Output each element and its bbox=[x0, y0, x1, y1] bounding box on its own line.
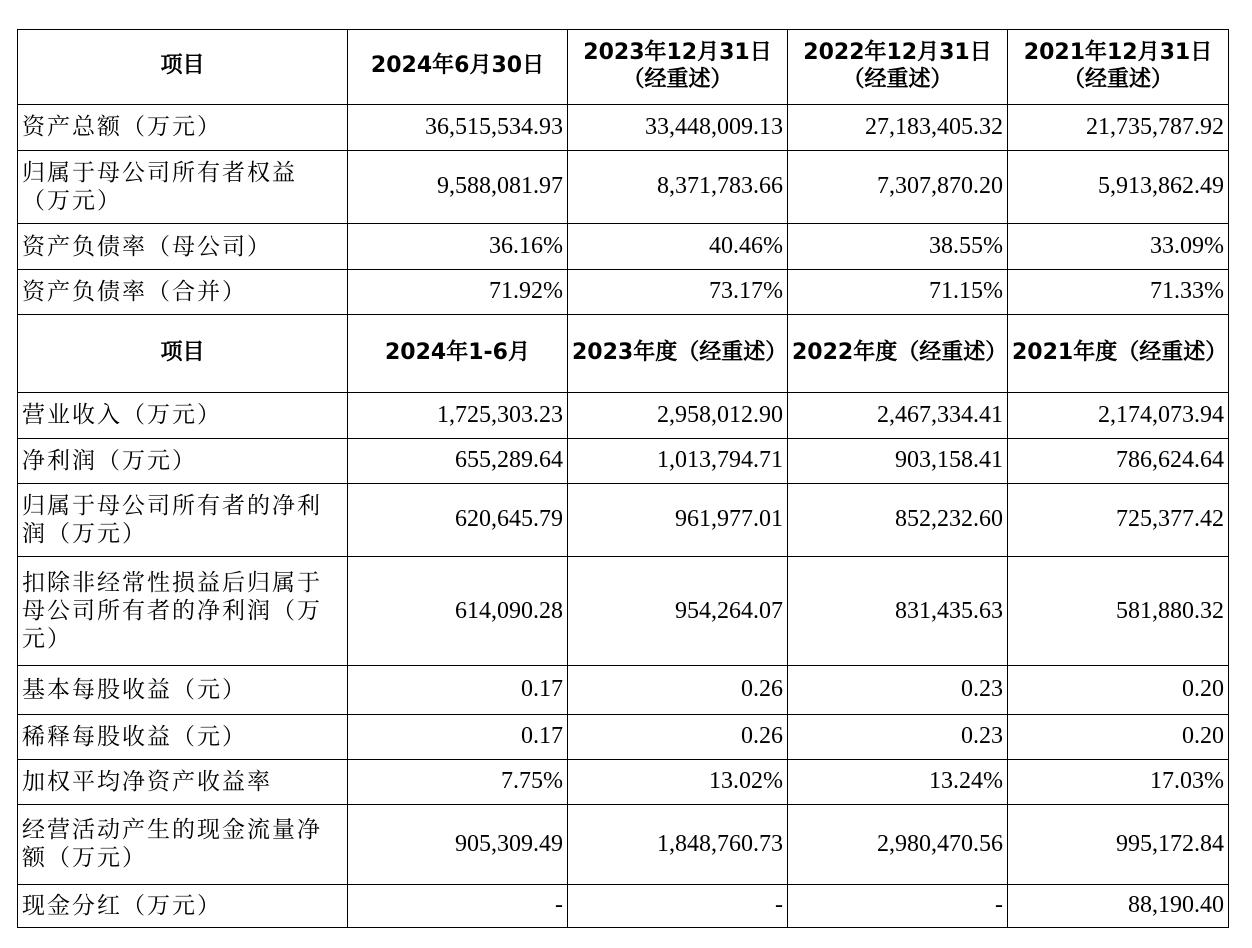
row-label: 归属于母公司所有者的净利润（万元） bbox=[18, 483, 348, 557]
row-label: 资产负债率（合并） bbox=[18, 270, 348, 314]
value-cell: 961,977.01 bbox=[568, 483, 788, 557]
row-label: 基本每股收益（元） bbox=[18, 666, 348, 714]
table-row bbox=[18, 393, 1229, 438]
value-cell: - bbox=[348, 884, 568, 927]
table-row bbox=[18, 224, 1229, 270]
table-row bbox=[18, 150, 1229, 224]
header-cell: 2023年12月31日（经重述） bbox=[568, 30, 788, 105]
value-cell: 903,158.41 bbox=[788, 438, 1008, 483]
value-cell: 71.33% bbox=[1008, 270, 1229, 314]
value-cell: 2,174,073.94 bbox=[1008, 393, 1229, 438]
value-cell: 5,913,862.49 bbox=[1008, 150, 1229, 224]
row-label: 加权平均净资产收益率 bbox=[18, 759, 348, 804]
value-cell: 13.24% bbox=[788, 759, 1008, 804]
table-row bbox=[18, 714, 1229, 759]
value-cell: 581,880.32 bbox=[1008, 557, 1229, 666]
value-cell: 1,848,760.73 bbox=[568, 805, 788, 885]
value-cell: 9,588,081.97 bbox=[348, 150, 568, 224]
header-cell: 项目 bbox=[18, 314, 348, 393]
section1-header-row bbox=[18, 30, 1229, 105]
table-row bbox=[18, 438, 1229, 483]
table-row bbox=[18, 270, 1229, 314]
header-cell: 2021年12月31日（经重述） bbox=[1008, 30, 1229, 105]
row-label: 扣除非经常性损益后归属于母公司所有者的净利润（万元） bbox=[18, 557, 348, 666]
header-cell: 2023年度（经重述） bbox=[568, 314, 788, 393]
value-cell: 0.23 bbox=[788, 714, 1008, 759]
value-cell: 40.46% bbox=[568, 224, 788, 270]
value-cell: 905,309.49 bbox=[348, 805, 568, 885]
value-cell: 73.17% bbox=[568, 270, 788, 314]
value-cell: 1,013,794.71 bbox=[568, 438, 788, 483]
row-label: 营业收入（万元） bbox=[18, 393, 348, 438]
row-label: 资产总额（万元） bbox=[18, 104, 348, 150]
value-cell: 0.20 bbox=[1008, 714, 1229, 759]
row-label: 经营活动产生的现金流量净额（万元） bbox=[18, 805, 348, 885]
row-label: 资产负债率（母公司） bbox=[18, 224, 348, 270]
table-row bbox=[18, 759, 1229, 804]
value-cell: 17.03% bbox=[1008, 759, 1229, 804]
value-cell: 33.09% bbox=[1008, 224, 1229, 270]
value-cell: 2,958,012.90 bbox=[568, 393, 788, 438]
value-cell: 7,307,870.20 bbox=[788, 150, 1008, 224]
value-cell: 0.17 bbox=[348, 714, 568, 759]
value-cell: 1,725,303.23 bbox=[348, 393, 568, 438]
value-cell: 852,232.60 bbox=[788, 483, 1008, 557]
value-cell: 614,090.28 bbox=[348, 557, 568, 666]
value-cell: 27,183,405.32 bbox=[788, 104, 1008, 150]
header-cell: 2024年6月30日 bbox=[348, 30, 568, 105]
value-cell: 995,172.84 bbox=[1008, 805, 1229, 885]
value-cell: 88,190.40 bbox=[1008, 884, 1229, 927]
value-cell: 7.75% bbox=[348, 759, 568, 804]
header-cell: 2021年度（经重述） bbox=[1008, 314, 1229, 393]
value-cell: 0.26 bbox=[568, 666, 788, 714]
section2-header-row bbox=[18, 314, 1229, 393]
table-row bbox=[18, 557, 1229, 666]
value-cell: 33,448,009.13 bbox=[568, 104, 788, 150]
value-cell: 2,467,334.41 bbox=[788, 393, 1008, 438]
value-cell: 0.20 bbox=[1008, 666, 1229, 714]
table-row bbox=[18, 884, 1229, 927]
value-cell: 655,289.64 bbox=[348, 438, 568, 483]
value-cell: - bbox=[788, 884, 1008, 927]
value-cell: 13.02% bbox=[568, 759, 788, 804]
value-cell: - bbox=[568, 884, 788, 927]
value-cell: 71.92% bbox=[348, 270, 568, 314]
header-cell: 项目 bbox=[18, 30, 348, 105]
value-cell: 38.55% bbox=[788, 224, 1008, 270]
value-cell: 620,645.79 bbox=[348, 483, 568, 557]
value-cell: 8,371,783.66 bbox=[568, 150, 788, 224]
row-label: 归属于母公司所有者权益（万元） bbox=[18, 150, 348, 224]
table-row bbox=[18, 805, 1229, 885]
row-label: 稀释每股收益（元） bbox=[18, 714, 348, 759]
row-label: 现金分红（万元） bbox=[18, 884, 348, 927]
header-cell: 2022年12月31日（经重述） bbox=[788, 30, 1008, 105]
table-row bbox=[18, 666, 1229, 714]
value-cell: 0.26 bbox=[568, 714, 788, 759]
row-label: 净利润（万元） bbox=[18, 438, 348, 483]
value-cell: 0.17 bbox=[348, 666, 568, 714]
value-cell: 36,515,534.93 bbox=[348, 104, 568, 150]
value-cell: 725,377.42 bbox=[1008, 483, 1229, 557]
value-cell: 36.16% bbox=[348, 224, 568, 270]
value-cell: 2,980,470.56 bbox=[788, 805, 1008, 885]
header-cell: 2024年1-6月 bbox=[348, 314, 568, 393]
table-row bbox=[18, 483, 1229, 557]
value-cell: 21,735,787.92 bbox=[1008, 104, 1229, 150]
value-cell: 786,624.64 bbox=[1008, 438, 1229, 483]
value-cell: 71.15% bbox=[788, 270, 1008, 314]
financial-table bbox=[17, 29, 1229, 928]
value-cell: 831,435.63 bbox=[788, 557, 1008, 666]
value-cell: 954,264.07 bbox=[568, 557, 788, 666]
table-row bbox=[18, 104, 1229, 150]
header-cell: 2022年度（经重述） bbox=[788, 314, 1008, 393]
value-cell: 0.23 bbox=[788, 666, 1008, 714]
